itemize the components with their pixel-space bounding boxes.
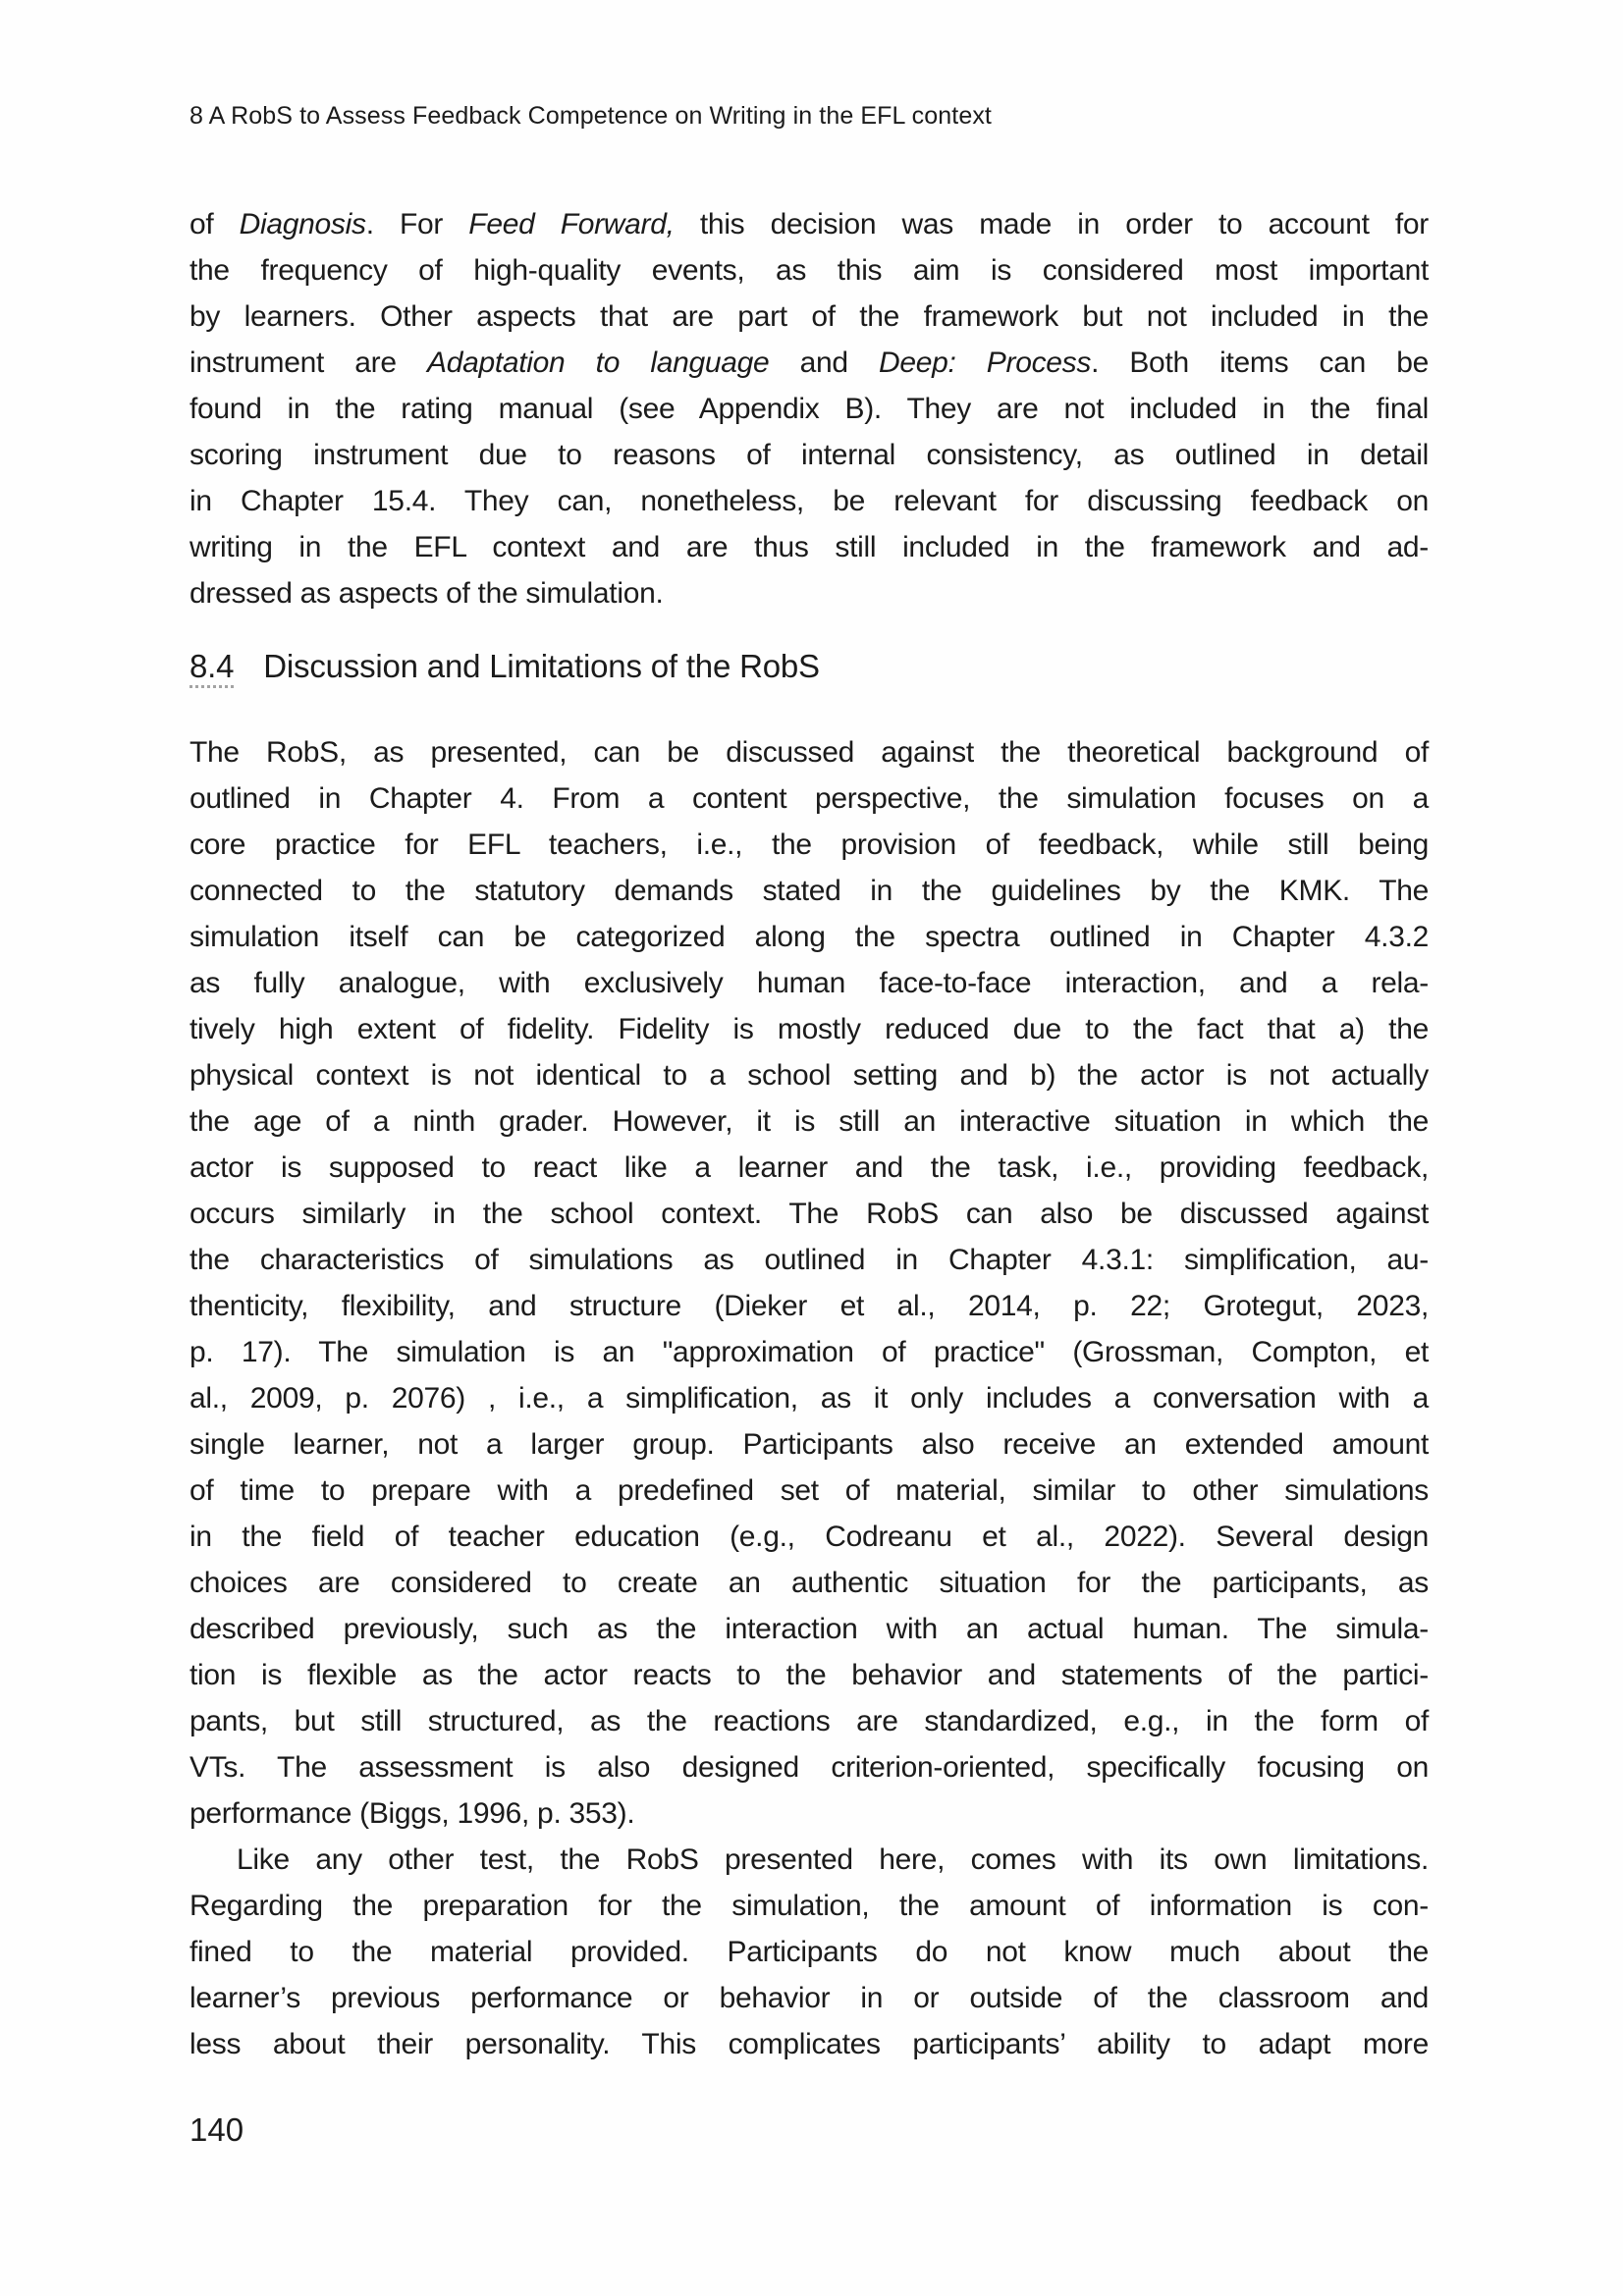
text-run: instrument are <box>189 347 427 379</box>
text-run: the frequency of high-quality events, as this aim is considered most important <box>189 254 1429 287</box>
text-run: less about their personality. This complicates participants’ ability to adapt more <box>189 2028 1429 2060</box>
text-run: single learner, not a larger group. Participants also receive an extended amount <box>189 1428 1429 1461</box>
text-run: physical context is not identical to a school setting and b) the actor is not actually <box>189 1059 1429 1092</box>
text-run: p. 17). The simulation is an "approximation of practice" (Grossman, Compton, et <box>189 1336 1429 1368</box>
text-line <box>189 914 1429 960</box>
paragraph-slot-3 <box>189 1837 1429 2067</box>
text-run: tively high extent of fidelity. Fidelity is mostly reduced due to the fact that a) the <box>189 1013 1429 1045</box>
italic-text: Diagnosis <box>239 208 366 240</box>
text-line <box>189 1606 1429 1652</box>
text-run: actor is supposed to react like a learner and the task, i.e., providing feedback, <box>189 1151 1429 1184</box>
text-run: Like any other test, the RobS presented here, comes with its own limitations. <box>237 1843 1429 1876</box>
running-head: 8 A RobS to Assess Feedback Competence on Writing in the EFL context <box>189 102 992 130</box>
page-number: 140 <box>189 2111 244 2148</box>
paragraph <box>189 729 1429 1837</box>
section-title: Discussion and Limitations of the RobS <box>263 648 820 684</box>
text-line <box>189 386 1429 432</box>
text-line <box>189 1514 1429 1560</box>
text-line <box>189 1652 1429 1698</box>
text-run: simulation itself can be categorized along the spectra outlined in Chapter 4.3.2 <box>189 921 1429 953</box>
text-line <box>189 2021 1429 2067</box>
text-line <box>189 247 1429 294</box>
text-run: this decision was made in order to account for <box>674 208 1429 240</box>
text-line <box>189 775 1429 822</box>
text-run: the characteristics of simulations as outlined in Chapter 4.3.1: simplification, au- <box>189 1244 1429 1276</box>
text-line <box>189 201 1429 247</box>
text-run: found in the rating manual (see Appendix B). They are not included in the final <box>189 393 1429 425</box>
text-line <box>189 1698 1429 1744</box>
text-line <box>189 1237 1429 1283</box>
text-line <box>189 524 1429 570</box>
text-run: dressed as aspects of the simulation. <box>189 577 664 610</box>
section-number: 8.4 <box>189 648 234 688</box>
text-run: of <box>189 208 240 240</box>
text-run: core practice for EFL teachers, i.e., the provision of feedback, while still being <box>189 828 1429 861</box>
text-run: . For <box>365 208 469 240</box>
text-line <box>189 1468 1429 1514</box>
paragraph-slot-2 <box>189 729 1429 1837</box>
italic-text: Feed Forward, <box>468 208 675 240</box>
text-line <box>189 432 1429 478</box>
text-run: of time to prepare with a predefined set of material, similar to other simulations <box>189 1474 1429 1507</box>
text-line <box>189 1006 1429 1052</box>
text-line <box>189 1883 1429 1929</box>
text-run: VTs. The assessment is also designed criterion-oriented, specifically focusing on <box>189 1751 1429 1784</box>
text-run: by learners. Other aspects that are part of the framework but not included in the <box>189 300 1429 333</box>
text-line <box>189 960 1429 1006</box>
text-line <box>189 1560 1429 1606</box>
text-line <box>189 1375 1429 1421</box>
text-run: and <box>769 347 880 379</box>
text-run: occurs similarly in the school context. The RobS can also be discussed against <box>189 1198 1429 1230</box>
text-run: in Chapter 15.4. They can, nonetheless, be relevant for discussing feedback on <box>189 485 1429 517</box>
text-line <box>189 729 1429 775</box>
text-line <box>189 294 1429 340</box>
text-line <box>189 1837 1429 1883</box>
text-run: fined to the material provided. Participants do not know much about the <box>189 1936 1429 1968</box>
text-run: performance (Biggs, 1996, p. 353). <box>189 1797 635 1830</box>
text-run: learner’s previous performance or behavior in or outside of the classroom and <box>189 1982 1429 2014</box>
text-line <box>189 1098 1429 1145</box>
text-run: tion is flexible as the actor reacts to the behavior and statements of the partici- <box>189 1659 1429 1691</box>
text-line <box>189 1744 1429 1790</box>
text-run: . Both items can be <box>1091 347 1429 379</box>
text-line <box>189 1975 1429 2021</box>
text-run: choices are considered to create an authentic situation for the participants, as <box>189 1567 1429 1599</box>
text-run: thenticity, flexibility, and structure (Dieker et al., 2014, p. 22; Grotegut, 2023, <box>189 1290 1429 1322</box>
text-line <box>189 1283 1429 1329</box>
italic-text: Adaptation to language <box>426 347 770 379</box>
text-run: described previously, such as the interaction with an actual human. The simula- <box>189 1613 1429 1645</box>
text-run: scoring instrument due to reasons of internal consistency, as outlined in detail <box>189 439 1429 471</box>
text-run: in the field of teacher education (e.g., Codreanu et al., 2022). Several design <box>189 1521 1429 1553</box>
text-run: as fully analogue, with exclusively human face-to-face interaction, and a rela- <box>189 967 1429 999</box>
italic-text: Deep: Process <box>879 347 1092 379</box>
text-line <box>189 1145 1429 1191</box>
text-line <box>189 1790 1429 1837</box>
paragraph-slot-1 <box>189 201 1429 616</box>
text-line <box>189 570 1429 616</box>
text-line <box>189 1191 1429 1237</box>
paragraph <box>189 201 1429 616</box>
text-line <box>189 1052 1429 1098</box>
text-run: the age of a ninth grader. However, it is still an interactive situation in which the <box>189 1105 1429 1138</box>
text-line <box>189 478 1429 524</box>
paragraph <box>189 1837 1429 2067</box>
text-run: Regarding the preparation for the simulation, the amount of information is con- <box>189 1890 1429 1922</box>
text-line <box>189 868 1429 914</box>
text-run: The RobS, as presented, can be discussed against the theoretical background of <box>189 736 1429 769</box>
text-line <box>189 1329 1429 1375</box>
text-run: connected to the statutory demands stated in the guidelines by the KMK. The <box>189 875 1429 907</box>
text-run: outlined in Chapter 4. From a content perspective, the simulation focuses on a <box>189 782 1429 815</box>
section-heading <box>189 643 1429 689</box>
text-line <box>189 1421 1429 1468</box>
text-run: writing in the EFL context and are thus still included in the framework and ad- <box>189 531 1429 563</box>
text-line <box>189 1929 1429 1975</box>
text-line <box>189 340 1429 386</box>
text-run: al., 2009, p. 2076) , i.e., a simplification, as it only includes a conversation with a <box>189 1382 1429 1415</box>
text-line <box>189 822 1429 868</box>
text-run: pants, but still structured, as the reactions are standardized, e.g., in the form of <box>189 1705 1429 1737</box>
body-content <box>189 201 1429 2067</box>
